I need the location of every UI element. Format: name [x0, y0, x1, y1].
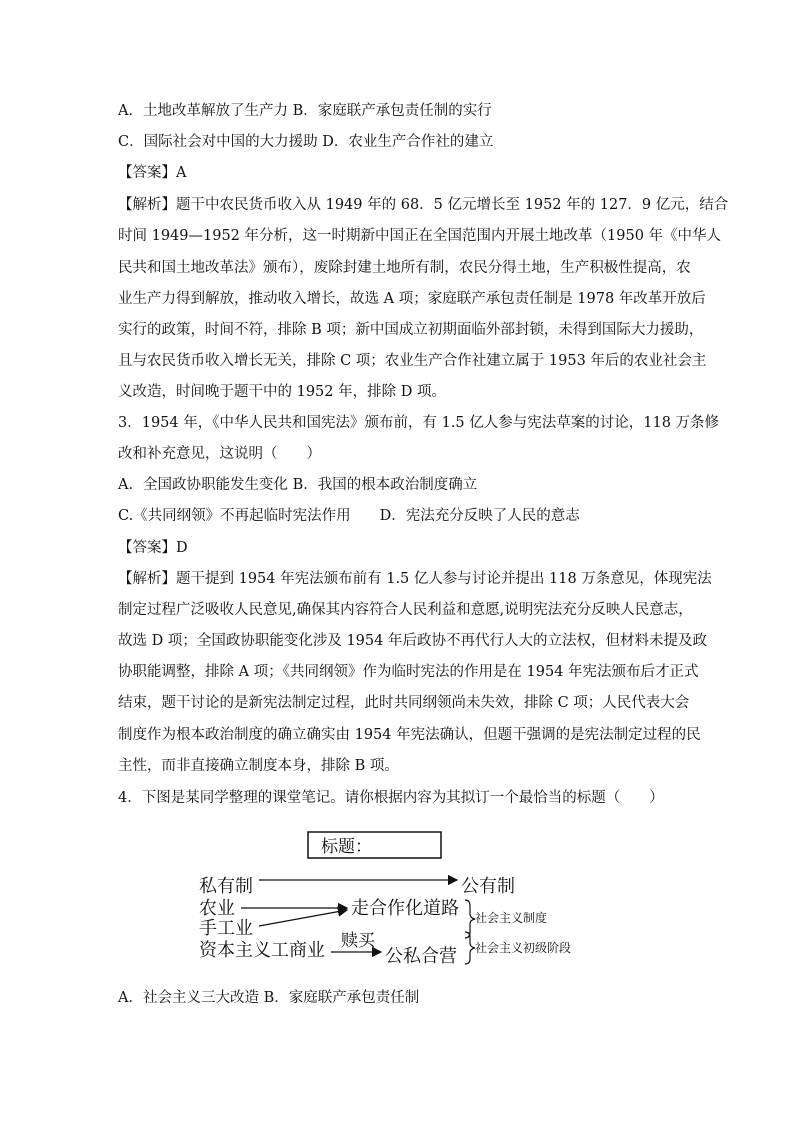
q2-analysis-line: 实行的政策，时间不符，排除 B 项；新中国成立初期面临外部封锁，未得到国际大力援助， — [118, 322, 704, 338]
private-ownership-label: 私有制 — [199, 876, 253, 897]
primary-stage-label: 社会主义初级阶段 — [475, 941, 572, 955]
q3-answer: 【答案】D — [118, 540, 188, 556]
q2-answer: 【答案】A — [118, 165, 187, 181]
q3-analysis-line: 主性，而非直接确立制度本身，排除 B 项。 — [118, 758, 399, 774]
socialist-system-label: 社会主义制度 — [475, 911, 548, 925]
cooperative-road-label: 走合作化道路 — [351, 898, 459, 919]
q2-options-ab: A．土地改革解放了生产力 B．家庭联产承包责任制的实行 — [118, 103, 492, 119]
q4-stem: 4．下图是某同学整理的课堂笔记。请你根据内容为其拟订一个最恰当的标题（ ） — [118, 790, 664, 806]
q3-options-cd: C.《共同纲领》不再起临时宪法作用 D．宪法充分反映了人民的意志 — [118, 508, 580, 524]
brace-lower — [465, 932, 475, 964]
arrow-handicraft — [259, 910, 347, 926]
agriculture-label: 农业 — [199, 898, 235, 919]
q3-analysis-line: 制定过程广泛吸收人民意见,确保其内容符合人民利益和意愿,说明宪法充分反映人民意志， — [118, 602, 693, 618]
q3-stem-line: 3．1954 年，《中华人民共和国宪法》颁布前，有 1.5 亿人参与宪法草案的讨论，118 万条修 — [118, 415, 720, 431]
q2-analysis-line: 业生产力得到解放，推动收入增长，故选 A 项；家庭联产承包责任制是 1978 年改革开放后 — [118, 291, 706, 307]
capitalist-label: 资本主义工商业 — [199, 940, 325, 961]
q3-options-ab: A．全国政协职能发生变化 B．我国的根本政治制度确立 — [118, 477, 478, 493]
q2-analysis-line: 时间 1949—1952 年分析，这一时期新中国正在全国范围内开展土地改革（1950 年《中华人 — [118, 228, 722, 244]
q4-options-ab: A．社会主义三大改造 B．家庭联产承包责任制 — [118, 990, 420, 1006]
class-notes-diagram — [195, 828, 605, 978]
joint-venture-label: 公私合营 — [385, 946, 457, 967]
handicraft-label: 手工业 — [199, 918, 253, 939]
q2-analysis-line: 【解析】题干中农民货币收入从 1949 年的 68．5 亿元增长至 1952 年的 127．9 亿元，结合 — [118, 197, 729, 213]
q3-stem-line: 改和补充意见，这说明（ ） — [118, 446, 321, 462]
q2-analysis-line: 民共和国土地改革法》颁布），废除封建土地所有制，农民分得土地，生产积极性提高，农 — [118, 260, 691, 276]
q3-analysis-line: 制度作为根本政治制度的确立确实由 1954 年宪法确认，但题干强调的是宪法制定过程的民 — [118, 727, 701, 743]
redemption-label: 赎买 — [341, 931, 375, 951]
public-ownership-label: 公有制 — [461, 876, 515, 897]
q3-analysis-line: 故选 D 项；全国政协职能变化涉及 1954 年后政协不再代行人大的立法权，但材料未提及政 — [118, 633, 707, 649]
q3-analysis-line: 协职能调整，排除 A 项；《共同纲领》作为临时宪法的作用是在 1954 年宪法颁布后才正式 — [118, 664, 699, 680]
q3-analysis-line: 【解析】题干提到 1954 年宪法颁布前有 1.5 亿人参与讨论并提出 118 万条意见，体现宪法 — [118, 571, 712, 587]
q2-options-cd: C．国际社会对中国的大力援助 D．农业生产合作社的建立 — [118, 134, 494, 150]
q2-analysis-line: 且与农民货币收入增长无关，排除 C 项；农业生产合作社建立属于 1953 年后的农业社会主 — [118, 353, 707, 369]
q3-analysis-line: 结束，题干讨论的是新宪法制定过程，此时共同纲领尚未失效，排除 C 项；人民代表大会 — [118, 695, 690, 711]
title-box-label: 标题： — [321, 837, 372, 857]
q2-analysis-line: 义改造，时间晚于题干中的 1952 年，排除 D 项。 — [118, 384, 446, 400]
